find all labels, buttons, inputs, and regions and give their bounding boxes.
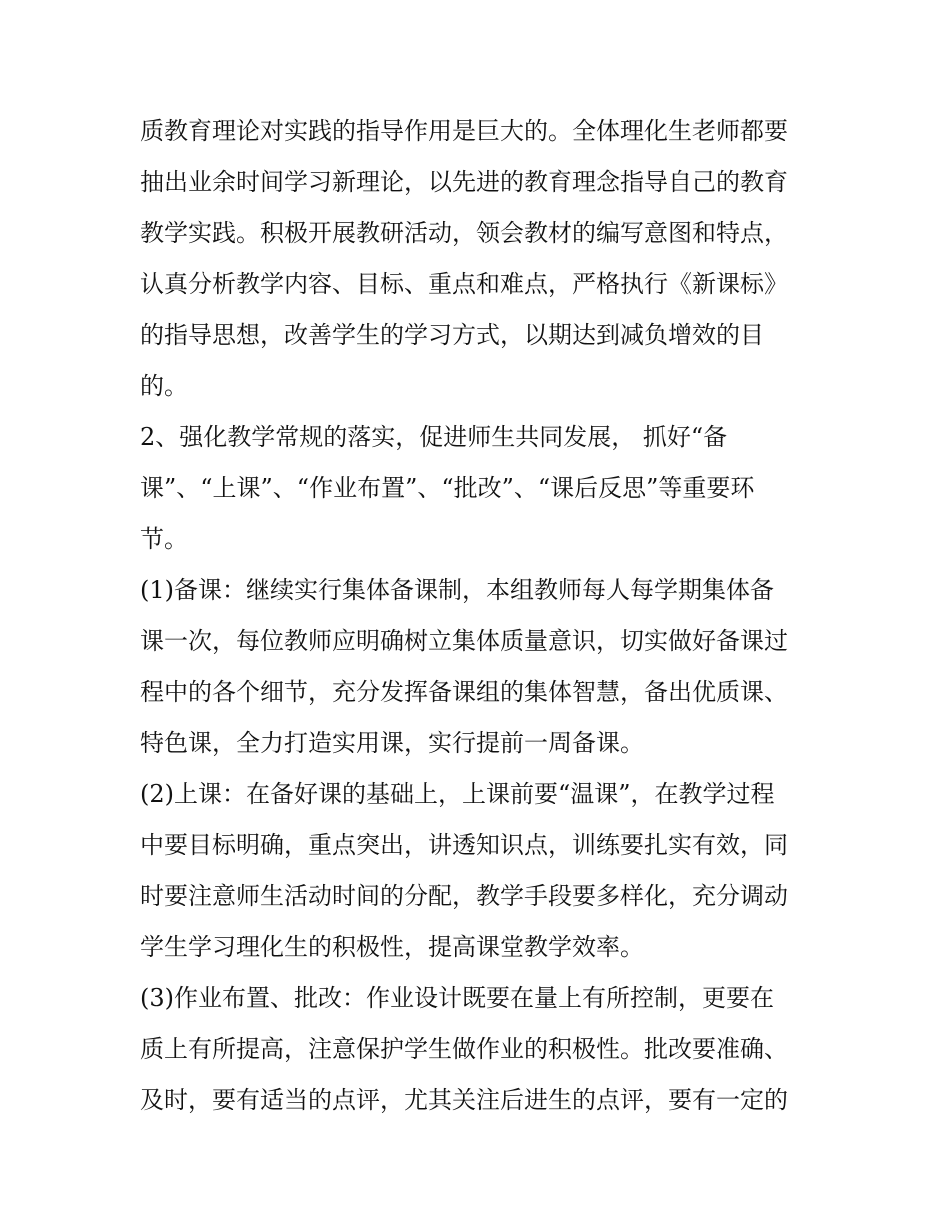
text-line: 质教育理论对实践的指导作用是巨大的。全体理化生老师都要 [140,117,788,145]
text-line: 节。 [140,525,188,553]
text-line: 课”、“上课”、“作业布置”、“批改”、“课后反思”等重要环 [140,474,755,502]
section-heading-line: 2、强化教学常规的落实，促进师生共同发展， 抓好“备 [140,423,728,451]
text-line: 教学实践。积极开展教研活动，领会教材的编写意图和特点， [140,219,788,247]
document-body [140,106,820,1126]
text-line: 认真分析教学内容、目标、重点和难点，严格执行《新课标》 [140,270,788,298]
text-line: 特色课，全力打造实用课，实行提前一周备课。 [140,729,644,757]
text-line: 课一次，每位教师应明确树立集体质量意识，切实做好备课过 [140,627,788,655]
text-line: 时要注意师生活动时间的分配，教学手段要多样化，充分调动 [140,882,788,910]
text-line: 学生学习理化生的积极性，提高课堂教学效率。 [140,933,644,961]
text-line: 及时，要有适当的点评，尤其关注后进生的点评，要有一定的 [140,1086,788,1114]
text-line: 中要目标明确，重点突出，讲透知识点，训练要扎实有效，同 [140,831,788,859]
item-2-line: (2)上课：在备好课的基础上，上课前要“温课”，在教学过程 [140,780,775,808]
item-3-line: (3)作业布置、批改：作业设计既要在量上有所控制，更要在 [140,984,774,1012]
text-line: 抽出业余时间学习新理论，以先进的教育理念指导自己的教育 [140,168,788,196]
text-line: 质上有所提高，注意保护学生做作业的积极性。批改要准确、 [140,1035,788,1063]
text-line: 的。 [140,372,188,400]
text-line: 的指导思想，改善学生的学习方式，以期达到减负增效的目 [140,321,764,349]
item-1-line: (1)备课：继续实行集体备课制，本组教师每人每学期集体备 [140,576,774,604]
text-line: 程中的各个细节，充分发挥备课组的集体智慧，备出优质课、 [140,678,788,706]
